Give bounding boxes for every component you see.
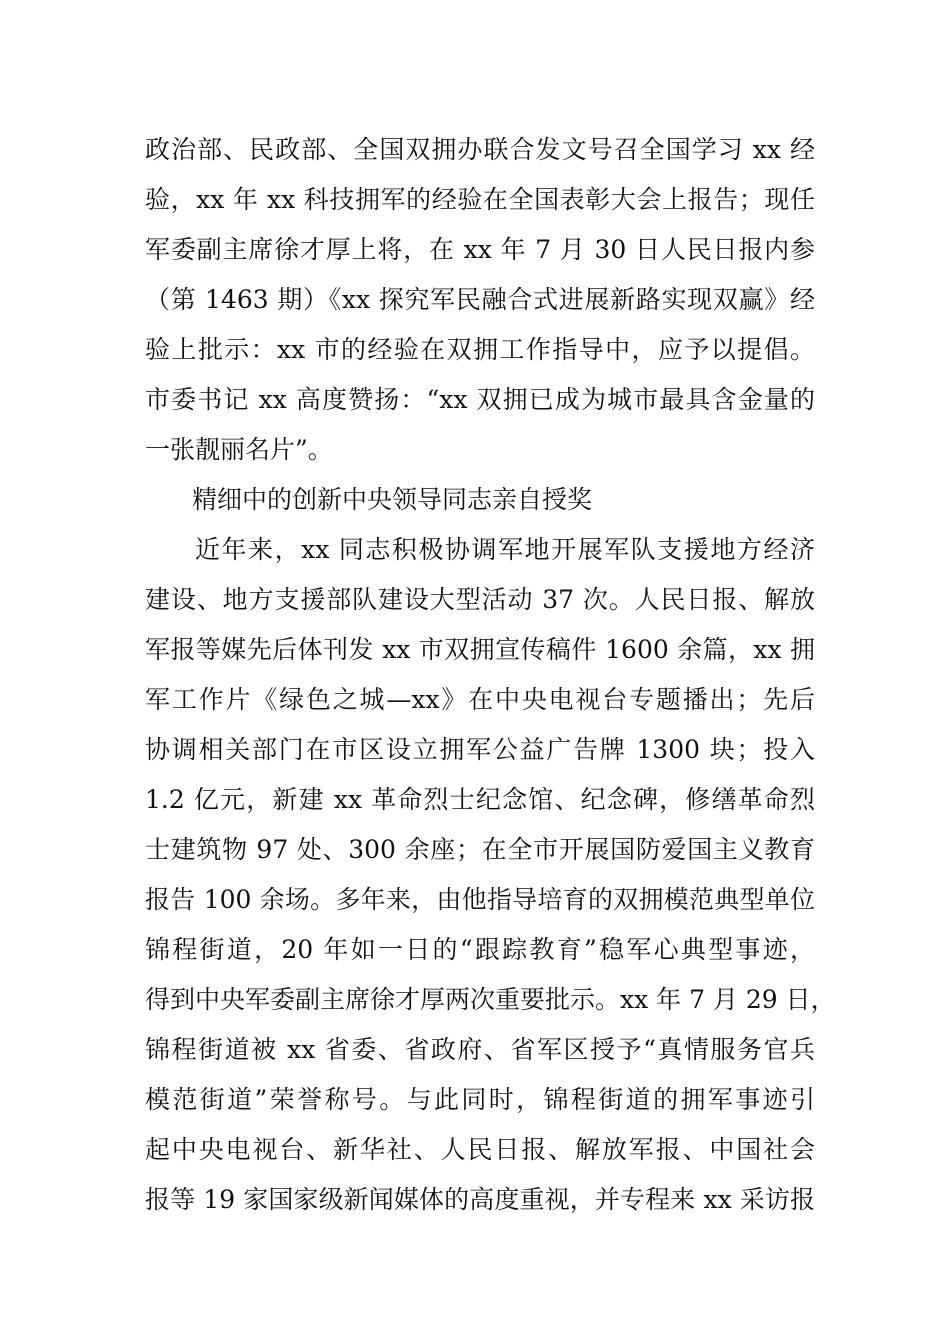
text-line-2: 验，xx 年 xx 科技拥军的经验在全国表彰大会上报告；现任 — [145, 185, 815, 214]
text-line-19: 锦程街道被 xx 省委、省政府、省军区授予“真情服务官兵 — [145, 1035, 815, 1064]
text-line-4: （第 1463 期）《xx 探究军民融合式进展新路实现双赢》经 — [145, 285, 815, 314]
text-line-18: 得到中央军委副主席徐才厚两次重要批示。xx 年 7 月 29 日， — [145, 985, 836, 1014]
text-line-17: 锦程街道，20 年如一日的“跟踪教育”稳军心典型事迹， — [145, 935, 815, 964]
text-line-22: 报等 19 家国家级新闻媒体的高度重视，并专程来 xx 采访报 — [145, 1185, 815, 1214]
text-line-14: 1.2 亿元，新建 xx 革命烈士纪念馆、纪念碑，修缮革命烈 — [145, 785, 815, 814]
text-line-5: 验上批示：xx 市的经验在双拥工作指导中，应予以提倡。 — [145, 335, 815, 364]
text-line-21: 起中央电视台、新华社、人民日报、解放军报、中国社会 — [145, 1135, 815, 1164]
text-line-13: 协调相关部门在市区设立拥军公益广告牌 1300 块；投入 — [145, 735, 815, 764]
text-line-15: 士建筑物 97 处、300 余座；在全市开展国防爱国主义教育 — [145, 835, 815, 864]
text-line-20: 模范街道”荣誉称号。与此同时，锦程街道的拥军事迹引 — [145, 1085, 815, 1114]
text-line-1: 政治部、民政部、全国双拥办联合发文号召全国学习 xx 经 — [145, 135, 815, 164]
text-line-11: 军报等媒先后体刊发 xx 市双拥宣传稿件 1600 余篇，xx 拥 — [145, 635, 815, 664]
text-line-9: 近年来，xx 同志积极协调军地开展军队支援地方经济 — [195, 535, 815, 564]
text-line-16: 报告 100 余场。多年来，由他指导培育的双拥模范典型单位 — [145, 885, 815, 914]
text-line-3: 军委副主席徐才厚上将，在 xx 年 7 月 30 日人民日报内参 — [145, 235, 815, 264]
text-line-12: 军工作片《绿色之城—xx》在中央电视台专题播出；先后 — [145, 685, 815, 714]
text-line-6: 市委书记 xx 高度赞扬：“xx 双拥已成为城市最具含金量的 — [145, 385, 815, 414]
text-line-10: 建设、地方支援部队建设大型活动 37 次。人民日报、解放 — [145, 585, 815, 614]
section-heading: 精细中的创新中央领导同志亲自授奖 — [192, 485, 593, 514]
text-line-7: 一张靓丽名片”。 — [145, 435, 333, 464]
